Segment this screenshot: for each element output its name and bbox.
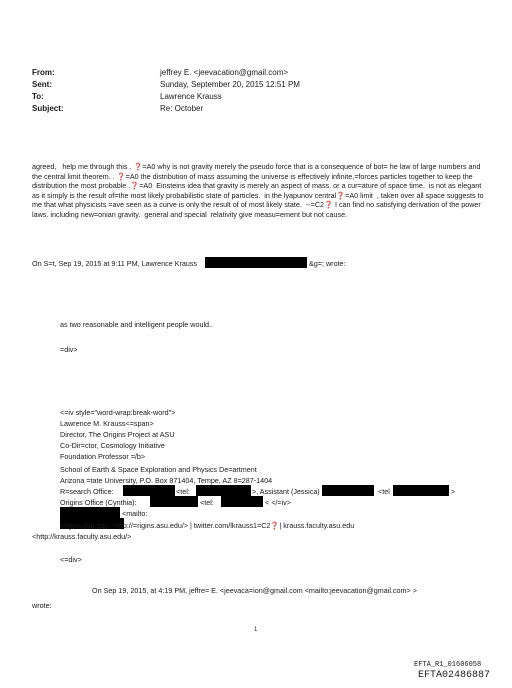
- from-value: jeffrey E. <jeevacation@gmail.com>: [160, 68, 289, 77]
- to-label: To:: [32, 92, 44, 101]
- from-label: From:: [32, 68, 55, 77]
- redaction-box: [123, 485, 175, 496]
- sent-value: Sunday, September 20, 2015 12:51 PM: [160, 80, 300, 89]
- to-value: Lawrence Krauss: [160, 92, 222, 101]
- quote-on-line-start: On S=t, Sep 19, 2015 at 9:11 PM, Lawrence Krauss: [32, 259, 198, 268]
- origins-office-label: Origins Office (Cynthia):: [60, 498, 137, 507]
- sig-professor: Foundation Professor =/b>: [60, 452, 146, 461]
- sent-label: Sent:: [32, 80, 52, 89]
- quote-on-line-2: On Sep 19, 2015, at 4:19 PM, jeffre= E. <jeevaca=ion@gmail.com <mailto:jeevacation@gmail.com> >: [92, 586, 417, 595]
- tel-link-2-end: >: [451, 487, 456, 496]
- email-body-paragraph: agreed, help me through this . ❓=A0 why is not gravity merely the pseudo force that is a consequence of bot= he law of large numbers and the central limit theorem. . ❓=A0 the distribution of mass assuming the universe is effectively infinite,=forces particles together to keep the distribution the most probable .❓=A0 Einsteins idea that gravity is merely an aspect of mass. or a cur=ature of space time. is not as elegant as it simply is the result of=the most likely probabilistic state of particles. in the lyapunov central❓=A0 limit , taken over all space suggests to me that what physicists =ave seen as a curve is only the result of of most likely state. --=C2❓ I can find no satisfying derivation of the power laws. including new=onian gravity. general and special relativity give measu=ement but not cause.: [32, 162, 486, 219]
- redaction-box: [196, 485, 251, 496]
- subject-value: Re: October: [160, 104, 204, 113]
- sig-title: Director, The Origins Project at ASU: [60, 430, 175, 439]
- research-office-label: R=search Office:: [60, 487, 114, 496]
- doc-id-large: EFTA02486887: [418, 670, 491, 681]
- subject-label: Subject:: [32, 104, 64, 113]
- links-line: origins.asu.edu <http://=rigins.asu.edu/> | twitter.com/lkrauss1=C2❓| krauss.faculty.asu.edu: [60, 521, 355, 530]
- redaction-box: [205, 257, 307, 268]
- page-number: 1: [254, 627, 258, 633]
- sig-school: School of Earth & Space Exploration and Physics De=artment: [60, 465, 257, 474]
- redaction-box: [322, 485, 374, 496]
- quote-reasonable-line: as two reasonable and intelligent people would..: [60, 320, 214, 329]
- doc-id-small: EFTA_R1_01606058: [414, 661, 482, 669]
- quote-div-open: =div>: [60, 345, 78, 354]
- iv-close: < </=iv>: [265, 498, 291, 507]
- sig-address: Arizona =tate University, P.O. Box 871404, Tempe, AZ 8=287-1404: [60, 476, 273, 485]
- quote-on-line-end: &g=; wrote:: [309, 259, 346, 268]
- assistant-label: >, Assistant (Jessica): [252, 487, 320, 496]
- sig-codirector: Co-Dir=ctor, Cosmology Initiative: [60, 441, 165, 450]
- tel-link-3: <tel:: [200, 498, 214, 507]
- redaction-box: [150, 496, 198, 507]
- mailto-link: <mailto:: [122, 509, 148, 518]
- tel-link-2: <tel: [378, 487, 390, 496]
- redaction-box: [393, 485, 449, 496]
- quote-wrote: wrote:: [32, 601, 52, 610]
- redaction-box: [221, 496, 263, 507]
- redaction-box: [60, 507, 120, 518]
- sig-name: Lawrence M. Krauss<=span>: [60, 419, 154, 428]
- sig-div-style: <=iv style="word-wrap:break-word">: [60, 408, 176, 417]
- div-close: <=div>: [60, 555, 82, 564]
- tel-link-1: <tel:: [176, 487, 190, 496]
- links-line-2: <http://krauss.faculty.asu.edu/>: [32, 532, 132, 541]
